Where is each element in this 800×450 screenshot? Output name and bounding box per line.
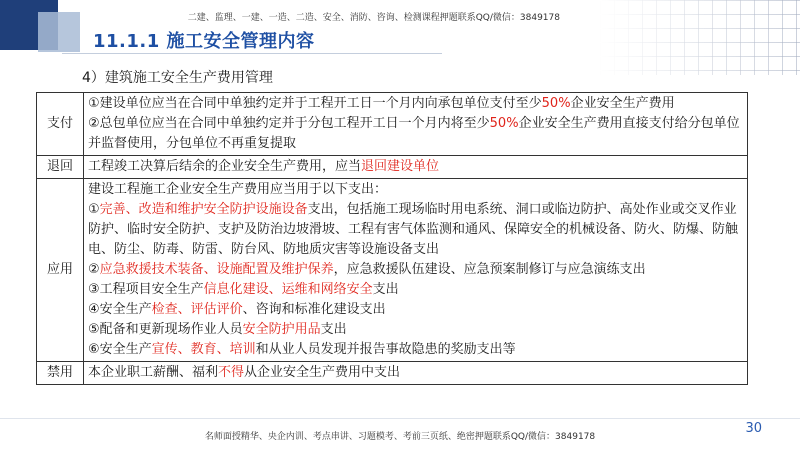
body-text: 支出	[320, 322, 347, 337]
row-content	[84, 179, 748, 362]
body-text: ，应急救援队伍建设、应急预案制修订与应急演练支出	[333, 262, 646, 277]
body-text: ②总包单位应当在合同中单独约定并于分包工程开工日一个月内将至少	[88, 116, 490, 131]
row-content	[84, 93, 748, 156]
highlighted-text: 宣传、教育、培训	[151, 342, 256, 357]
row-category: 应用	[37, 179, 84, 362]
body-text: ①建设单位应当在合同中单独约定并于工程开工日一个月内向承包单位支付至少	[88, 96, 542, 111]
content-line	[88, 157, 743, 177]
table-row	[37, 179, 748, 362]
content-line	[88, 180, 743, 200]
body-text: 支出	[372, 282, 399, 297]
content-line	[88, 94, 743, 114]
body-text: ③工程项目安全生产	[88, 282, 204, 297]
table-row	[37, 156, 748, 179]
section-heading: 4）建筑施工安全生产费用管理	[82, 70, 273, 86]
body-text: 支出，包括施工现场临时用电系统、洞口或临边防护、高处作业或交叉作业防护、临时安全防护、支护及防治边坡滑坡、工程有害气体监测和通风、保障安全的机械设备、防火、防爆、防触电、防尘、防毒、防雷、防台风、防地质灾害等设施设备支出	[88, 202, 739, 257]
highlighted-text: 退回建设单位	[361, 159, 440, 174]
highlighted-text: 不得	[218, 365, 245, 380]
table-body	[37, 93, 748, 385]
table-row	[37, 362, 748, 385]
body-text: ②	[88, 262, 100, 277]
row-category: 禁用	[37, 362, 84, 385]
highlighted-text: 50%	[541, 96, 571, 111]
body-text: ⑥安全生产	[88, 342, 152, 357]
footer-divider	[0, 418, 800, 419]
table-row	[37, 93, 748, 156]
body-text: 、咨询和标准化建设支出	[242, 302, 386, 317]
body-text: 企业安全生产费用直接支付给分包单位并监督使用，分包单位不再重复提取	[88, 116, 740, 151]
page-title: 11.1.1 施工安全管理内容	[93, 31, 315, 52]
content-line	[88, 280, 743, 300]
highlighted-text: 信息化建设、运维和网络安全	[203, 282, 373, 297]
body-text: 建设工程施工企业安全生产费用应当用于以下支出：	[88, 182, 388, 197]
content-line	[88, 114, 743, 154]
content-line	[88, 260, 743, 280]
highlighted-text: 检查、评估评价	[151, 302, 243, 317]
content-line	[88, 300, 743, 320]
row-category: 退回	[37, 156, 84, 179]
body-text: 和从业人员发现并报告事故隐患的奖励支出等	[255, 342, 516, 357]
corner-decoration-light	[38, 12, 80, 52]
row-category: 支付	[37, 93, 84, 156]
body-text: 企业安全生产费用	[570, 96, 675, 111]
footer-contact-note: 名师面授精华、央企内训、考点串讲、习题模考、考前三页纸、绝密押题联系QQ/微信：3849178	[204, 432, 596, 442]
body-text: ④安全生产	[88, 302, 152, 317]
content-line	[88, 363, 743, 383]
highlighted-text: 应急救援技术装备、设施配置及维护保养	[99, 262, 334, 277]
row-content	[84, 362, 748, 385]
title-divider	[62, 53, 442, 54]
highlighted-text: 完善、改造和维护安全防护设施设备	[99, 202, 308, 217]
cost-management-table	[36, 92, 748, 385]
page-number: 30	[745, 421, 762, 436]
body-text: 从企业安全生产费用中支出	[244, 365, 401, 380]
body-text: ⑤配备和更新现场作业人员	[88, 322, 243, 337]
content-line	[88, 340, 743, 360]
body-text: 本企业职工薪酬、福利	[88, 365, 219, 380]
content-line	[88, 200, 743, 260]
row-content	[84, 156, 748, 179]
content-line	[88, 320, 743, 340]
header-contact-note: 二建、监理、一建、一造、二造、安全、消防、咨询、检测课程押题联系QQ/微信：3849178	[187, 13, 560, 23]
highlighted-text: 安全防护用品	[242, 322, 321, 337]
body-text: 工程竣工决算后结余的企业安全生产费用，应当	[88, 159, 362, 174]
body-text: ①	[88, 202, 100, 217]
highlighted-text: 50%	[489, 116, 519, 131]
grid-decoration	[600, 0, 800, 75]
